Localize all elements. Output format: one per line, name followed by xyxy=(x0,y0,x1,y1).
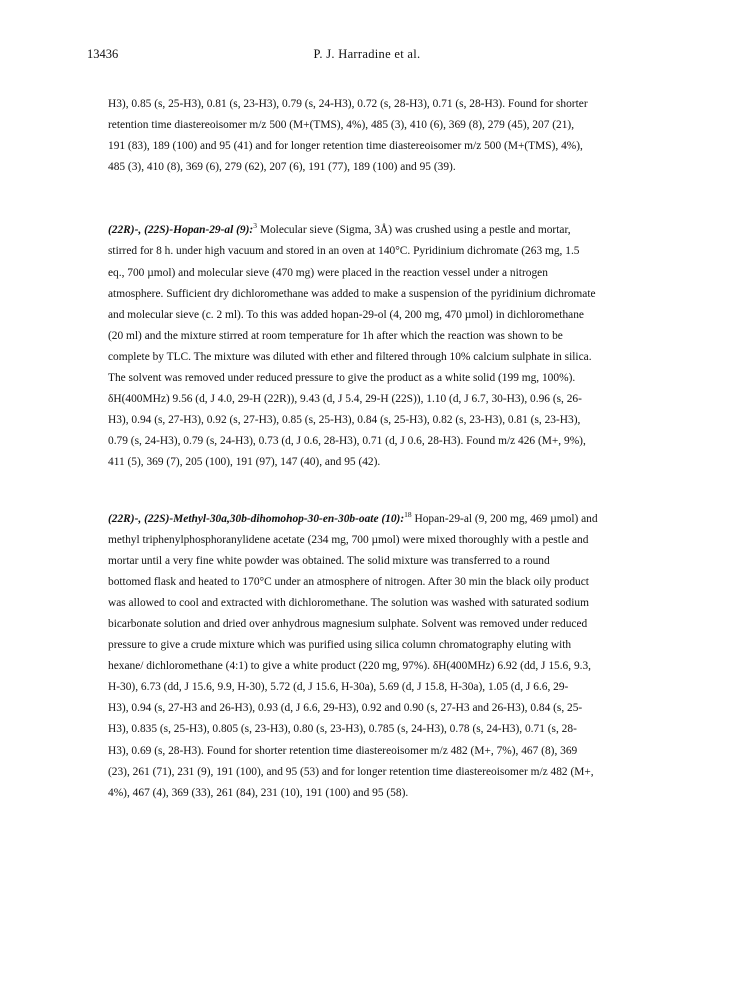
text-line: 0.79 (s, 24-H3), 0.79 (s, 24-H3), 0.73 (d, J 0.6, 28-H3), 0.71 (d, J 0.6, 28-H3). Found m/z 426 (M+, 9%), xyxy=(108,435,586,448)
paragraph-methyl-dihomohopenoate xyxy=(108,509,644,804)
text-line: bottomed flask and heated to 170°C under an atmosphere of nitrogen. After 30 min the black oily product xyxy=(108,575,589,588)
compound-heading: (22R)-, (22S)-Hopan-29-al (9): xyxy=(108,224,254,237)
text-line: (23), 261 (71), 231 (9), 191 (100), and 95 (53) and for longer retention time diastereoisomer m/z 482 (M+, xyxy=(108,765,594,778)
text-line: H-30), 6.73 (dd, J 15.6, 9.9, H-30), 5.72 (d, J 15.6, H-30a), 5.69 (d, J 15.8, H-30a), 1.05 (d, J 6.6, 29- xyxy=(108,681,569,694)
text-line: complete by TLC. The mixture was diluted with ether and filtered through 10% calcium sulphate in silica. xyxy=(108,350,592,363)
text-line: H3), 0.94 (s, 27-H3 and 26-H3), 0.93 (d, J 6.6, 29-H3), 0.92 and 0.90 (s, 27-H3 and 26-H3), 0.84 (s, 25- xyxy=(108,702,583,715)
text-line: and molecular sieve (c. 2 ml). To this was added hopan-29-ol (4, 200 mg, 470 µmol) in dichloromethane xyxy=(108,308,584,321)
text-span: Hopan-29-al (9, 200 mg, 469 µmol) and xyxy=(414,512,598,525)
text-line: retention time diastereoisomer m/z 500 (M+(TMS), 4%), 485 (3), 410 (6), 369 (8), 279 (45), 207 (21), xyxy=(108,119,575,132)
text-line: was allowed to cool and extracted with dichloromethane. The solution was washed with saturated sodium xyxy=(108,596,589,609)
text-line xyxy=(108,509,644,530)
text-line: H3), 0.69 (s, 28-H3). Found for shorter retention time diastereoisomer m/z 482 (M+, 7%), 467 (8), 369 xyxy=(108,744,578,757)
running-head-author: P. J. Harradine et al. xyxy=(313,47,421,61)
text-line: (20 ml) and the mixture stirred at room temperature for 1h after which the reaction was shown to be xyxy=(108,329,563,342)
text-line: 191 (83), 189 (100) and 95 (41) and for longer retention time diastereoisomer m/z 500 (M+(TMS), 4%), xyxy=(108,140,583,153)
page-body xyxy=(108,94,644,804)
reference-mark: 3 xyxy=(253,221,257,231)
text-line: 485 (3), 410 (8), 369 (6), 279 (62), 207 (6), 191 (77), 189 (100) and 95 (39). xyxy=(108,161,456,174)
text-line: 411 (5), 369 (7), 205 (100), 191 (97), 147 (40), and 95 (42). xyxy=(108,456,381,469)
text-line: methyl triphenylphosphoranylidene acetate (234 mg, 700 µmol) were mixed thoroughly with a pestle and xyxy=(108,533,589,546)
text-line: stirred for 8 h. under high vacuum and stored in an oven at 140°C. Pyridinium dichromate (263 mg, 1.5 xyxy=(108,245,580,258)
text-line xyxy=(108,220,644,241)
paragraph-continuation xyxy=(108,94,644,178)
text-line: eq., 700 µmol) and molecular sieve (470 mg) were placed in the reaction vessel under a nitrogen xyxy=(108,266,548,279)
text-line: 4%), 467 (4), 369 (33), 261 (84), 231 (10), 191 (100) and 95 (58). xyxy=(108,786,409,799)
text-line: H3), 0.85 (s, 25-H3), 0.81 (s, 23-H3), 0.79 (s, 24-H3), 0.72 (s, 28-H3), 0.71 (s, 28-H3). Found for shorter xyxy=(108,98,588,110)
page-header xyxy=(87,47,647,65)
text-line: δH(400MHz) 9.56 (d, J 4.0, 29-H (22R)), 9.43 (d, J 5.4, 29-H (22S)), 1.10 (d, J 6.7, 30-H3), 0.96 (s, 26- xyxy=(108,393,582,406)
reference-mark: 18 xyxy=(404,509,412,519)
text-line: bicarbonate solution and dried over anhydrous magnesium sulphate. Solvent was removed under reduced xyxy=(108,617,588,630)
text-line: atmosphere. Sufficient dry dichloromethane was added to make a suspension of the pyridinium dichromate xyxy=(108,287,596,300)
text-line: The solvent was removed under reduced pressure to give the product as a white solid (199 mg, 100%). xyxy=(108,372,576,385)
text-span: Molecular sieve (Sigma, 3Å) was crushed using a pestle and mortar, xyxy=(259,224,571,237)
page-number: 13436 xyxy=(87,47,119,61)
compound-heading: (22R)-, (22S)-Methyl-30a,30b-dihomohop-30-en-30b-oate (10): xyxy=(108,512,405,525)
text-line: H3), 0.94 (s, 27-H3), 0.92 (s, 27-H3), 0.85 (s, 25-H3), 0.84 (s, 25-H3), 0.82 (s, 23-H3), 0.81 (s, 23-H3), xyxy=(108,414,581,427)
paragraph-hopan-29-al xyxy=(108,220,644,473)
text-line: mortar until a very fine white powder was obtained. The solid mixture was transferred to a round xyxy=(108,554,550,567)
text-line: hexane/ dichloromethane (4:1) to give a white product (220 mg, 97%). δH(400MHz) 6.92 (dd, J 15.6, 9.3, xyxy=(108,660,592,673)
text-line: pressure to give a crude mixture which was purified using silica column chromatography eluting with xyxy=(108,639,572,652)
text-line: H3), 0.835 (s, 25-H3), 0.805 (s, 23-H3), 0.80 (s, 23-H3), 0.785 (s, 24-H3), 0.78 (s, 24-H3), 0.71 (s, 28- xyxy=(108,723,577,736)
